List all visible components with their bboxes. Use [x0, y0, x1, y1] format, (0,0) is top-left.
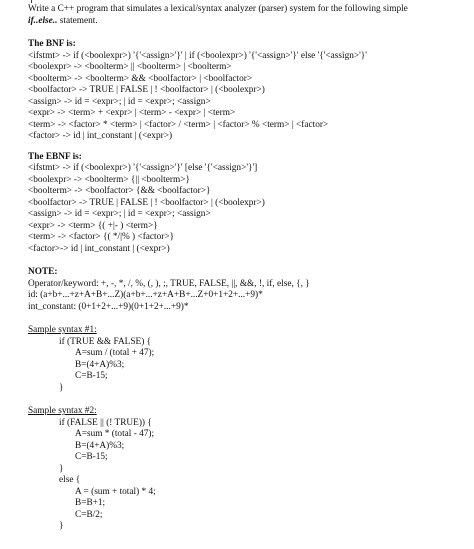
note-id-definition: id: (a+b+...+z+A+B+...Z)(a+b+...+z+A+B+...Z+0+1+2+...+9)*: [28, 290, 263, 300]
sample2-else-statement: B=B+1;: [75, 498, 106, 508]
ebnf-rule-expr: <expr> -> <term> {( +|- ) <term>}: [28, 220, 158, 231]
bnf-rule-boolexpr: <boolexpr> -> <boolterm> || <boolterm> | <boolterm>: [28, 62, 232, 72]
intro-statement-line: [28, 16, 468, 28]
bnf-heading: The BNF is:: [28, 39, 76, 49]
note-heading: NOTE:: [28, 267, 58, 277]
sample1-code: [28, 337, 468, 395]
sample1-if-line: if (TRUE && FALSE) {: [59, 336, 152, 347]
ebnf-rule-assign: <assign> -> id = <expr>; | id = <expr>; <assign>: [28, 209, 211, 219]
ebnf-rule-factor: <factor>-> id | int_constant | (<expr>): [28, 243, 170, 254]
sample2-close-brace: }: [59, 463, 64, 474]
ebnf-heading: The EBNF is:: [28, 151, 82, 162]
sample2-statement: C=B-15;: [75, 452, 108, 462]
assignment-document: [28, 0, 468, 533]
bnf-rule-boolterm: <boolterm> -> <boolterm> && <boolfactor> | <boolfactor>: [28, 73, 253, 84]
ebnf-rules: [28, 163, 468, 255]
bnf-rule-assign: <assign> -> id = <expr>; | id = <expr>; <assign>: [28, 96, 211, 107]
note-int-constant-definition: int_constant: (0+1+2+...+9)(0+1+2+...+9)*: [28, 301, 189, 312]
bnf-rules: [28, 51, 468, 143]
sample2-else-line: else {: [59, 475, 81, 485]
sample1-close-brace: }: [59, 382, 64, 393]
sample2-if-line: if (FALSE || (! TRUE)) {: [59, 417, 152, 428]
bnf-rule-term: <term> -> <factor> * <term> | <factor> / <term> | <factor> % <term> | <factor>: [28, 119, 329, 130]
sample1-statement: B=(4+A)%3;: [75, 359, 125, 370]
sample2-statement: A=sum * (total - 47);: [75, 429, 155, 439]
bnf-rule-boolfactor: <boolfactor> -> TRUE | FALSE | ! <boolfactor> | (<boolexpr>): [28, 85, 265, 95]
sample2-else-close-brace: }: [59, 521, 64, 531]
sample1-statement: C=B-15;: [75, 371, 108, 381]
sample1-heading: Sample syntax #1:: [28, 325, 97, 335]
intro-text: Write a C++ program that simulates a lexical/syntax analyzer (parser) system for the following simple: [28, 4, 408, 14]
intro-keyword: if..else..: [28, 15, 58, 26]
intro-suffix: statement.: [57, 15, 98, 26]
bnf-rule-ifstmt: <ifstmt> -> if (<boolexpr>) '{'<assign>'}' | if (<boolexpr>) '{'<assign>'}' else '{'<assign>'}': [28, 50, 367, 61]
sample2-heading: Sample syntax #2:: [28, 406, 97, 416]
note-operators: Operator/keyword: +, -, *, /, %, (, ), ;, TRUE, FALSE, ||, &&, !, if, else, {, }: [28, 278, 310, 289]
ebnf-rule-boolfactor: <boolfactor> -> TRUE | FALSE | ! <boolfactor> | (<boolexpr>): [28, 197, 265, 208]
sample1-statement: A=sum / (total + 47);: [75, 348, 155, 358]
sample2-code: [28, 418, 468, 533]
sample2-else-statement: C=B/2;: [75, 509, 103, 520]
ebnf-rule-boolexpr: <boolexpr> -> <boolterm> {|| <boolterm>}: [28, 174, 190, 185]
ebnf-rule-term: <term> -> <factor> {( */|% ) <factor>}: [28, 232, 175, 242]
ebnf-rule-ifstmt: <ifstmt> -> if (<boolexpr>) '{'<assign>'}' [else '{'<assign>'}']: [28, 163, 258, 173]
ebnf-rule-boolterm: <boolterm> -> <boolfactor> {&& <boolfactor>}: [28, 186, 211, 196]
bnf-rule-expr: <expr> -> <term> + <expr> | <term> - <expr> | <term>: [28, 108, 236, 118]
sample2-else-statement: A = (sum + total) * 4;: [75, 486, 156, 497]
bnf-rule-factor: <factor> -> id | int_constant | (<expr>): [28, 131, 173, 141]
sample2-statement: B=(4+A)%3;: [75, 440, 125, 451]
